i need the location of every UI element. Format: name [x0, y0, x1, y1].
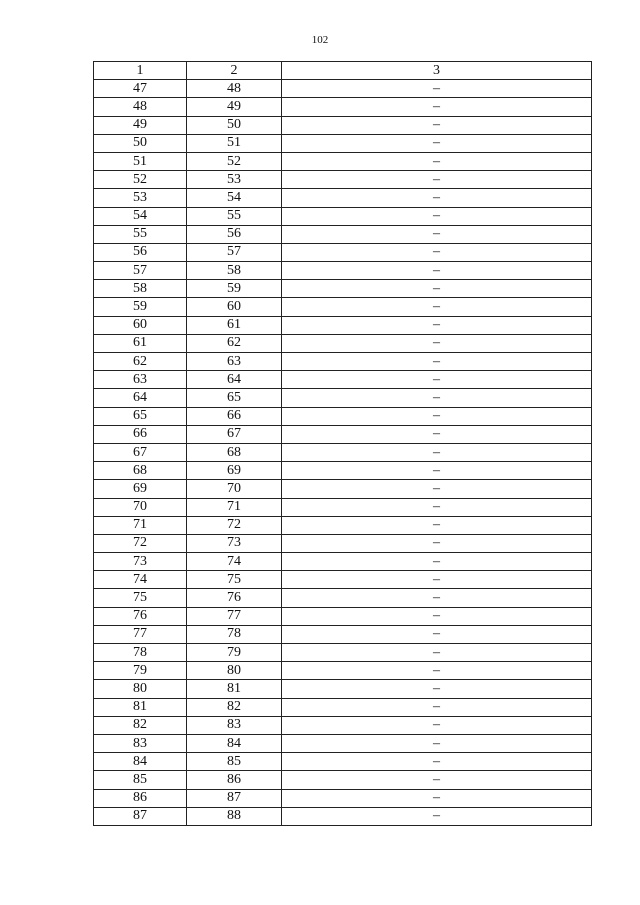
- table-cell: 55: [187, 207, 282, 225]
- table-cell: 84: [94, 753, 187, 771]
- table-row: [94, 243, 592, 261]
- table-cell: 68: [187, 443, 282, 461]
- table-row: [94, 753, 592, 771]
- data-table: [93, 61, 592, 826]
- table-cell: 85: [94, 771, 187, 789]
- table-cell: –: [282, 771, 592, 789]
- table-cell: 71: [94, 516, 187, 534]
- table-cell: –: [282, 680, 592, 698]
- table-cell: –: [282, 116, 592, 134]
- table-row: [94, 734, 592, 752]
- table-cell: –: [282, 334, 592, 352]
- table-cell: 66: [187, 407, 282, 425]
- table-row: [94, 80, 592, 98]
- table-cell: 50: [187, 116, 282, 134]
- table-row: [94, 280, 592, 298]
- table-cell: –: [282, 407, 592, 425]
- table-row: [94, 298, 592, 316]
- table-cell: 56: [94, 243, 187, 261]
- table-cell: 77: [187, 607, 282, 625]
- table-cell: 54: [94, 207, 187, 225]
- table-row: [94, 443, 592, 461]
- table-cell: 48: [187, 80, 282, 98]
- table-cell: –: [282, 425, 592, 443]
- table-row: [94, 571, 592, 589]
- table-cell: 63: [94, 371, 187, 389]
- table-cell: 57: [187, 243, 282, 261]
- table-cell: 78: [187, 625, 282, 643]
- table-cell: –: [282, 207, 592, 225]
- table-cell: –: [282, 662, 592, 680]
- table-cell: 53: [94, 189, 187, 207]
- table-cell: 80: [94, 680, 187, 698]
- table-cell: 59: [187, 280, 282, 298]
- table-cell: –: [282, 644, 592, 662]
- table-row: [94, 516, 592, 534]
- table-row: [94, 353, 592, 371]
- table-cell: –: [282, 280, 592, 298]
- table-row: [94, 480, 592, 498]
- table-cell: 56: [187, 225, 282, 243]
- table-cell: 61: [94, 334, 187, 352]
- table-cell: 71: [187, 498, 282, 516]
- table-cell: 76: [94, 607, 187, 625]
- page-number: 102: [311, 34, 329, 46]
- table-cell: –: [282, 753, 592, 771]
- table-cell: 83: [94, 734, 187, 752]
- table-row: [94, 171, 592, 189]
- table-cell: 54: [187, 189, 282, 207]
- table-cell: –: [282, 480, 592, 498]
- table-cell: –: [282, 534, 592, 552]
- table-cell: 86: [187, 771, 282, 789]
- table-cell: 73: [94, 553, 187, 571]
- table-cell: 58: [187, 262, 282, 280]
- table-cell: 72: [187, 516, 282, 534]
- table-row: [94, 716, 592, 734]
- table-row: [94, 189, 592, 207]
- table-cell: 64: [94, 389, 187, 407]
- table-cell: 62: [187, 334, 282, 352]
- table-row: [94, 98, 592, 116]
- table-cell: –: [282, 807, 592, 825]
- table-cell: 79: [94, 662, 187, 680]
- table-cell: 82: [94, 716, 187, 734]
- table-cell: 83: [187, 716, 282, 734]
- table-cell: 60: [94, 316, 187, 334]
- table-cell: 49: [94, 116, 187, 134]
- table-cell: –: [282, 462, 592, 480]
- table-cell: 67: [187, 425, 282, 443]
- table-cell: 82: [187, 698, 282, 716]
- table-cell: 57: [94, 262, 187, 280]
- table-cell: 58: [94, 280, 187, 298]
- table-cell: –: [282, 371, 592, 389]
- table-cell: 65: [187, 389, 282, 407]
- table-row: [94, 116, 592, 134]
- table-cell: 81: [94, 698, 187, 716]
- table-row: [94, 371, 592, 389]
- table-cell: –: [282, 243, 592, 261]
- table-cell: 70: [94, 498, 187, 516]
- table-row: [94, 425, 592, 443]
- table-cell: 80: [187, 662, 282, 680]
- table-cell: 85: [187, 753, 282, 771]
- column-header: 2: [187, 62, 282, 80]
- table-cell: 84: [187, 734, 282, 752]
- table-cell: –: [282, 698, 592, 716]
- table-cell: –: [282, 80, 592, 98]
- table-row: [94, 789, 592, 807]
- table-row: [94, 662, 592, 680]
- table-cell: 69: [187, 462, 282, 480]
- column-header: 3: [282, 62, 592, 80]
- table-cell: –: [282, 225, 592, 243]
- table-cell: 65: [94, 407, 187, 425]
- table-cell: 68: [94, 462, 187, 480]
- table-row: [94, 589, 592, 607]
- table-row: [94, 389, 592, 407]
- table-cell: 81: [187, 680, 282, 698]
- table-row: [94, 771, 592, 789]
- table-cell: 66: [94, 425, 187, 443]
- table-row: [94, 152, 592, 170]
- table-cell: 52: [94, 171, 187, 189]
- table-cell: –: [282, 316, 592, 334]
- table-body: [94, 80, 592, 826]
- table-cell: 63: [187, 353, 282, 371]
- table-cell: 76: [187, 589, 282, 607]
- table-cell: –: [282, 734, 592, 752]
- table-cell: –: [282, 98, 592, 116]
- table-cell: –: [282, 607, 592, 625]
- table-cell: –: [282, 589, 592, 607]
- table-cell: –: [282, 789, 592, 807]
- table-cell: 59: [94, 298, 187, 316]
- table-row: [94, 680, 592, 698]
- table-row: [94, 644, 592, 662]
- table-row: [94, 607, 592, 625]
- table-row: [94, 316, 592, 334]
- table-cell: 75: [187, 571, 282, 589]
- column-header: 1: [94, 62, 187, 80]
- table-row: [94, 407, 592, 425]
- table-cell: 70: [187, 480, 282, 498]
- table-cell: –: [282, 189, 592, 207]
- table-cell: 87: [94, 807, 187, 825]
- table-row: [94, 807, 592, 825]
- table-row: [94, 207, 592, 225]
- table-row: [94, 498, 592, 516]
- table-cell: –: [282, 152, 592, 170]
- table-cell: 50: [94, 134, 187, 152]
- table-cell: 86: [94, 789, 187, 807]
- table-cell: –: [282, 353, 592, 371]
- table-row: [94, 625, 592, 643]
- table-cell: 72: [94, 534, 187, 552]
- table-cell: 75: [94, 589, 187, 607]
- table-cell: –: [282, 498, 592, 516]
- table-cell: 53: [187, 171, 282, 189]
- table-cell: 61: [187, 316, 282, 334]
- table-cell: 55: [94, 225, 187, 243]
- table-cell: –: [282, 716, 592, 734]
- table-cell: –: [282, 553, 592, 571]
- table-row: [94, 534, 592, 552]
- table-cell: 74: [187, 553, 282, 571]
- table-cell: 62: [94, 353, 187, 371]
- table-cell: 78: [94, 644, 187, 662]
- table-cell: –: [282, 571, 592, 589]
- table-cell: 67: [94, 443, 187, 461]
- table-cell: 49: [187, 98, 282, 116]
- table-cell: –: [282, 298, 592, 316]
- table-cell: –: [282, 134, 592, 152]
- table-cell: –: [282, 516, 592, 534]
- table-cell: 47: [94, 80, 187, 98]
- table-cell: 88: [187, 807, 282, 825]
- table-cell: 64: [187, 371, 282, 389]
- table-cell: –: [282, 171, 592, 189]
- table-cell: 79: [187, 644, 282, 662]
- table-cell: –: [282, 625, 592, 643]
- table-cell: 52: [187, 152, 282, 170]
- table-row: [94, 134, 592, 152]
- table-row: [94, 462, 592, 480]
- table-cell: 74: [94, 571, 187, 589]
- table-row: [94, 225, 592, 243]
- table-cell: –: [282, 443, 592, 461]
- table-cell: 87: [187, 789, 282, 807]
- table-cell: 73: [187, 534, 282, 552]
- table-row: [94, 698, 592, 716]
- table-cell: 51: [187, 134, 282, 152]
- table-cell: 60: [187, 298, 282, 316]
- table-cell: 77: [94, 625, 187, 643]
- table-row: [94, 553, 592, 571]
- table-header-row: [94, 62, 592, 80]
- table-row: [94, 334, 592, 352]
- table-cell: 48: [94, 98, 187, 116]
- table-cell: 51: [94, 152, 187, 170]
- table-row: [94, 262, 592, 280]
- table-cell: –: [282, 262, 592, 280]
- table-cell: 69: [94, 480, 187, 498]
- table-cell: –: [282, 389, 592, 407]
